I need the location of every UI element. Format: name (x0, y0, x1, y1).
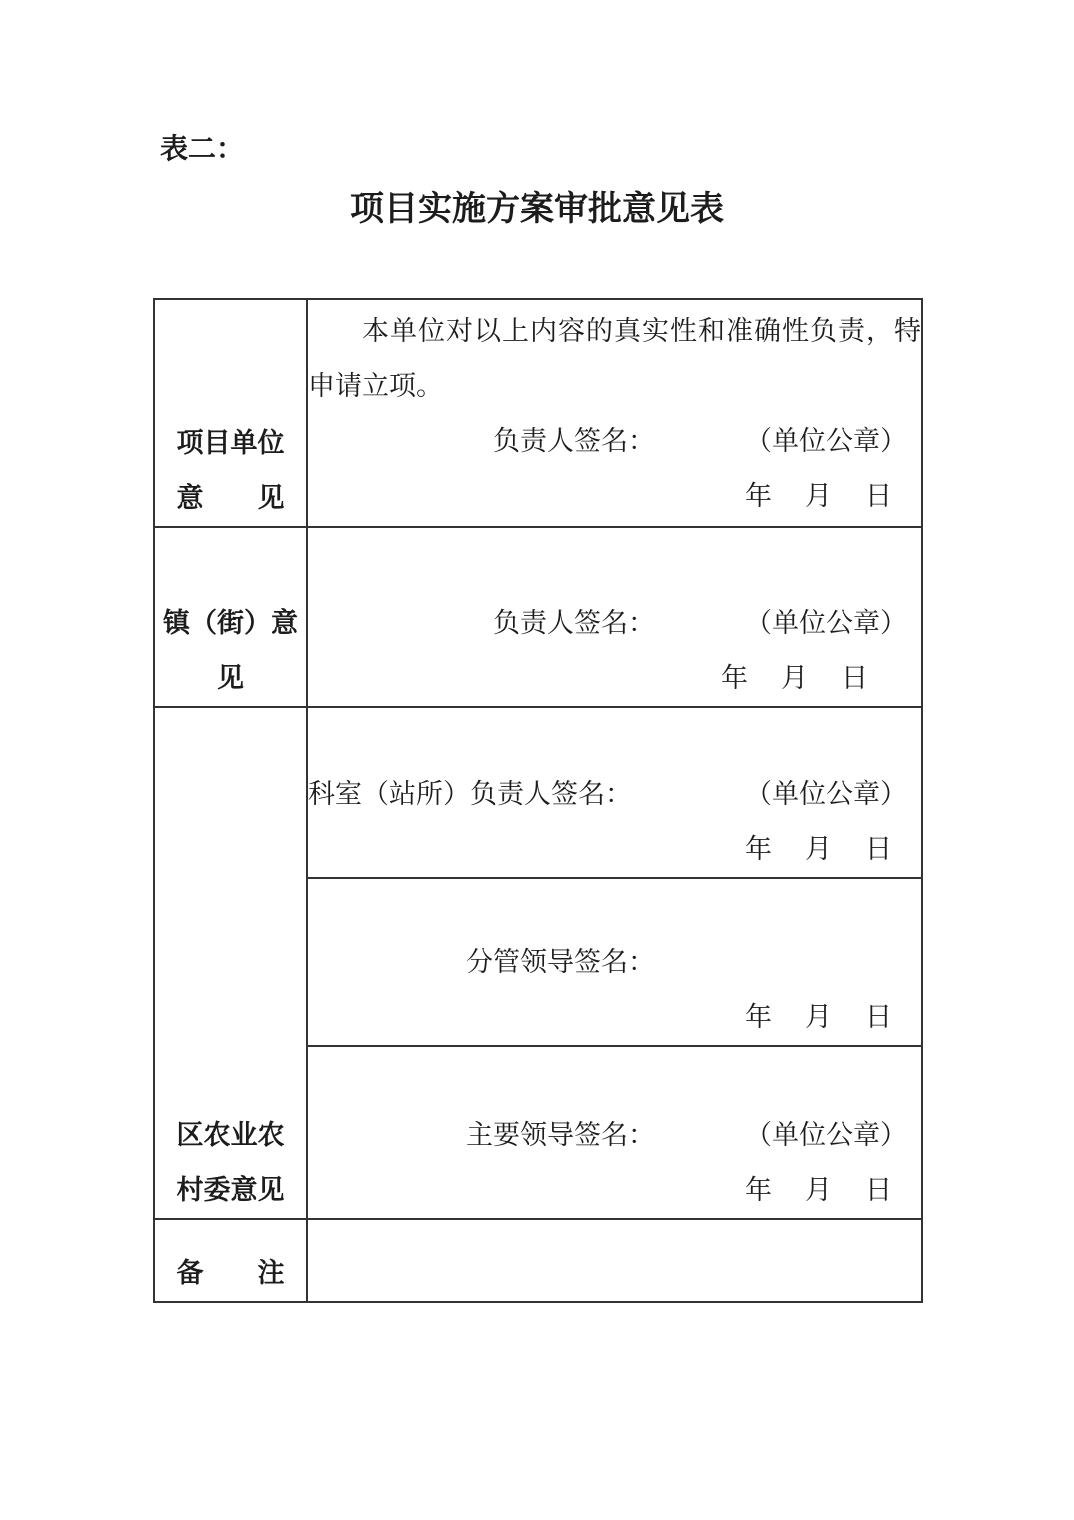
signature-line (308, 596, 921, 651)
page-title: 项目实施方案审批意见表 (350, 191, 724, 228)
sign-name-label: 主要领导签名： (466, 1120, 655, 1150)
responsibility-statement-text: 本单位对以上内容的真实性和准确性负责，特申请立项。 (308, 316, 921, 401)
table-row (154, 527, 922, 707)
project-unit-opinion-content-cell[interactable] (307, 299, 922, 527)
deputy-leader-signature-cell[interactable] (307, 878, 922, 1046)
table-number-label: 表二： (160, 134, 245, 165)
signature-line (308, 414, 921, 469)
unit-seal-label: （单位公章） (745, 1120, 907, 1150)
remarks-content-cell[interactable] (307, 1219, 922, 1302)
sign-name-label: 负责人签名： (493, 426, 655, 456)
unit-seal-label: （单位公章） (745, 779, 907, 809)
sign-name-label: 负责人签名： (493, 608, 655, 638)
table-row (154, 707, 922, 878)
dept-station-head-signature-cell[interactable] (307, 707, 922, 878)
signature-line (308, 767, 921, 822)
sign-name-label: 分管领导签名： (466, 947, 655, 977)
row-label-line: 项目单位 (176, 428, 285, 458)
row-label-line: 备 注 (176, 1258, 285, 1288)
row-label-remarks (154, 1219, 307, 1302)
unit-seal-label: （单位公章） (745, 608, 907, 638)
signature-line (308, 1108, 921, 1163)
date-line: 年 月 日 (721, 663, 871, 693)
unit-seal-label: （单位公章） (745, 426, 907, 456)
row-label-line: 见 (217, 663, 244, 693)
row-label-district-agri-committee-opinion (154, 707, 307, 1219)
town-street-opinion-content-cell[interactable] (307, 527, 922, 707)
approval-opinion-form-table (153, 298, 923, 1303)
date-line: 年 月 日 (745, 1175, 895, 1205)
unit-seal-placeholder (745, 935, 909, 990)
row-label-line: 村委意见 (176, 1175, 285, 1205)
sign-name-label: 科室（站所）负责人签名： (308, 779, 632, 809)
table-row (154, 1219, 922, 1302)
table-row (154, 299, 922, 527)
main-leader-signature-cell[interactable] (307, 1046, 922, 1219)
signature-line (308, 935, 921, 990)
row-label-line: 镇（街）意 (163, 608, 298, 638)
date-line: 年 月 日 (745, 1002, 895, 1032)
row-label-town-street-opinion (154, 527, 307, 707)
row-label-project-unit-opinion (154, 299, 307, 527)
date-line: 年 月 日 (745, 481, 895, 511)
row-label-line: 意 见 (176, 483, 285, 513)
date-line: 年 月 日 (745, 834, 895, 864)
row-label-line: 区农业农 (176, 1120, 285, 1150)
